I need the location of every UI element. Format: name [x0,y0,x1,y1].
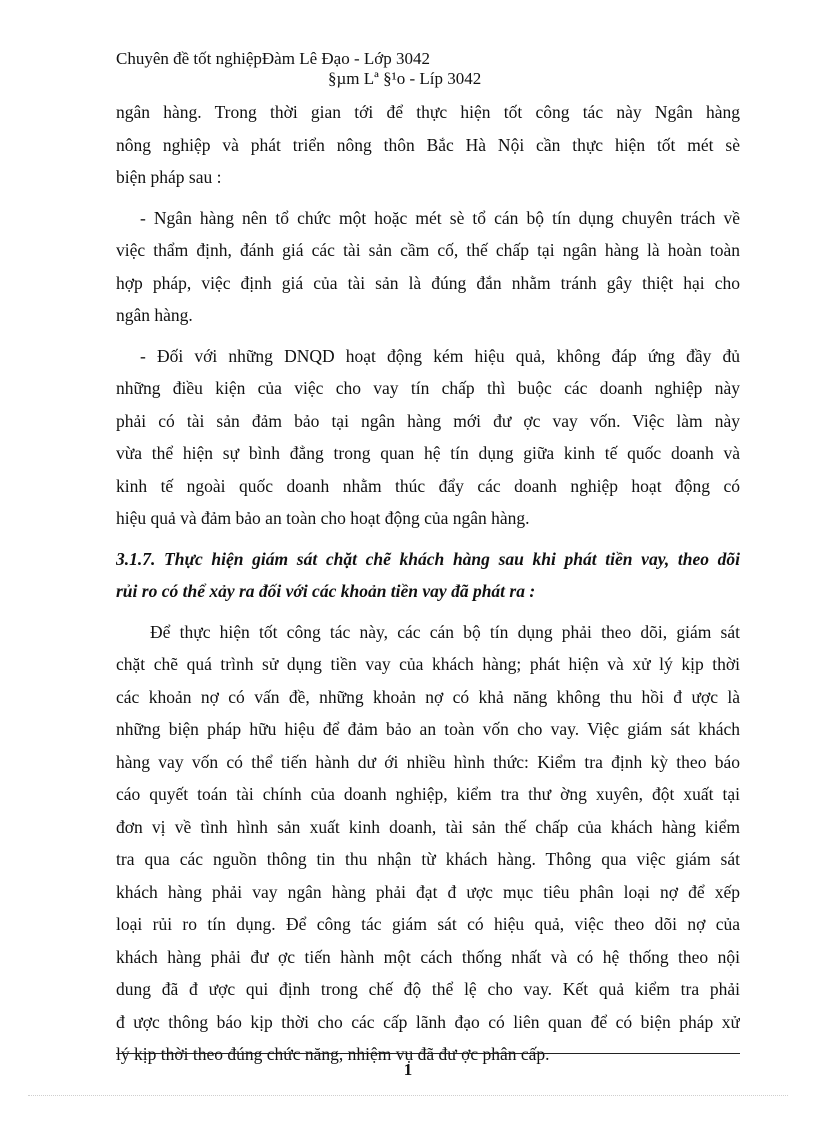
header-line-1: Chuyên đề tốt nghiệpĐàm Lê Đạo - Lớp 3042 [116,49,430,68]
text-line: lý kịp thời theo đúng chức năng, nhiệm vụ đã đư ợc phân cấp. [116,1044,550,1064]
text-line: - Đối với những DNQD hoạt động kém hiệu quả, không đáp ứng đầy đủ [140,345,740,366]
heading-line: 3.1.7. Thực hiện giám sát chặt chẽ khách hàng sau khi phát tiền vay, theo dõi [116,548,740,569]
document-body [116,96,740,1071]
text-line: khách hàng phải vay ngân hàng phải đạt đ ược mục tiêu phân loại nợ để xếp [116,881,740,902]
header-line-2: §µm Lª §¹o - Líp 3042 [328,69,482,88]
text-line: biện pháp sau : [116,167,222,187]
text-line: phải có tài sản đảm bảo tại ngân hàng mới đư ợc vay vốn. Việc làm này [116,410,740,431]
paragraph-4 [116,616,740,1071]
text-line: hiệu quả và đảm bảo an toàn cho hoạt động của ngân hàng. [116,508,530,528]
text-line: dung đã đ ược qui định trong chế độ thể lệ cho vay. Kết quả kiểm tra phải [116,979,740,999]
text-line: tra qua các nguồn thông tin thu nhận từ khách hàng. Thông qua việc giám sát [116,849,740,869]
text-line: các khoản nợ có vấn đề, những khoản nợ có khả năng không thu hồi đ ược là [116,686,740,707]
section-heading [116,543,740,608]
text-line: ngân hàng. Trong thời gian tới để thực hiện tốt công tác này Ngân hàng [116,102,740,122]
text-line: việc thẩm định, đánh giá các tài sản cầm cố, thế chấp tại ngân hàng là hoàn toàn [116,240,740,260]
text-line: kinh tế ngoài quốc doanh nhằm thúc đẩy các doanh nghiệp hoạt động có [116,475,740,496]
text-line: đ ược thông báo kịp thời cho các cấp lãnh đạo có liên quan để có biện pháp xử [116,1011,740,1032]
text-line: đơn vị về tình hình sản xuất kinh doanh, tài sản thế chấp của khách hàng kiểm [116,816,740,837]
text-line: loại rủi ro tín dụng. Để công tác giám sát có hiệu quả, việc theo dõi nợ của [116,914,740,934]
page-header [116,49,481,89]
text-line: chặt chẽ quá trình sử dụng tiền vay của khách hàng; phát hiện và xử lý kịp thời [116,654,740,674]
page-number: 1 [403,1060,413,1079]
heading-line: rủi ro có thể xảy ra đối với các khoản tiền vay đã phát ra : [116,581,536,601]
footer-rule [116,1053,740,1054]
text-line: vừa thể hiện sự bình đẳng trong quan hệ tín dụng giữa kinh tế quốc doanh và [116,443,740,463]
paragraph-2 [116,202,740,332]
paragraph-3 [116,340,740,535]
text-line: nông nghiệp và phát triển nông thôn Bắc Hà Nội cần thực hiện tốt mét sè [116,134,740,155]
text-line: hàng vay vốn có thể tiến hành dư ới nhiều hình thức: Kiểm tra định kỳ theo báo [116,751,740,772]
text-line: hợp pháp, việc định giá của tài sản là đúng đắn nhằm tránh gây thiệt hại cho [116,272,740,293]
text-line: ngân hàng. [116,305,193,325]
text-line: khách hàng phải đư ợc tiến hành một cách thống nhất và có hệ thống theo nội [116,946,740,967]
text-line: những biện pháp hữu hiệu để đảm bảo an toàn vốn cho vay. Việc giám sát khách [116,719,740,739]
text-line: - Ngân hàng nên tổ chức một hoặc mét sè tổ cán bộ tín dụng chuyên trách về [140,207,740,228]
text-line: Để thực hiện tốt công tác này, các cán bộ tín dụng phải theo dõi, giám sát [150,621,740,642]
text-line: những điều kiện của việc cho vay tín chấp thì buộc các doanh nghiệp này [116,378,740,398]
text-line: cáo quyết toán tài chính của doanh nghiệp, kiểm tra thư ờng xuyên, đột xuất tại [116,784,740,804]
page-bottom-border [28,1095,788,1096]
paragraph-1 [116,96,740,194]
